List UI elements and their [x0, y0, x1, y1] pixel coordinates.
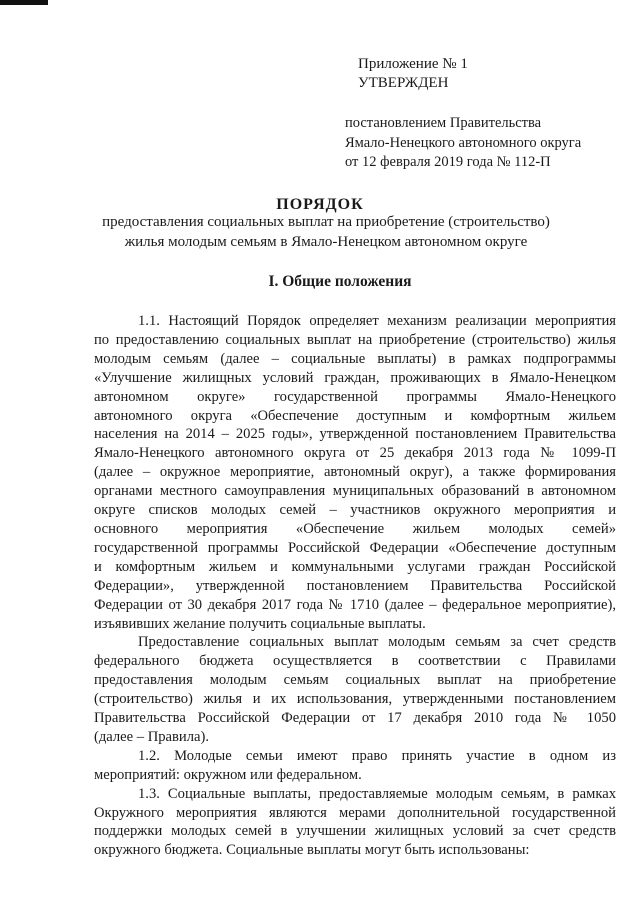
- text-line: 1.2. Молодые семьи имеют право принять участие в одном из: [138, 747, 616, 764]
- text-line: Федерации от 30 декабря 2017 года № 1710 (далее – федеральное мероприятие),: [94, 596, 616, 613]
- scan-corner-mark: [0, 0, 48, 5]
- text-line: (далее – Правила).: [94, 728, 210, 745]
- approval-line: Ямало-Ненецкого автономного округа: [345, 134, 582, 151]
- text-line: федерального бюджета осуществляется в соответствии с Правилами: [94, 653, 616, 670]
- text-line: округе списков молодых семей – участников окружного мероприятия и: [94, 502, 616, 519]
- text-line: молодым семьям (далее – социальные выплаты) в рамках подпрограммы: [94, 350, 616, 367]
- text-line: мероприятий: окружном или федеральном.: [94, 766, 362, 783]
- document-title: ПОРЯДОК: [276, 196, 364, 213]
- text-line: Ямало-Ненецкого автономного округа от 25 декабря 2013 года № 1099-П: [94, 445, 616, 462]
- subtitle-line: жилья молодым семьям в Ямало-Ненецком автономном округе: [124, 234, 528, 250]
- text-line: «Улучшение жилищных условий граждан, проживающих в Ямало-Ненецком: [94, 369, 616, 386]
- subtitle-line: предоставления социальных выплат на приобретение (строительство): [102, 214, 550, 230]
- approved-stamp-text: УТВЕРЖДЕН: [358, 75, 449, 91]
- document-subtitle: [6, 212, 640, 252]
- text-line: Окружного мероприятия являются мерами дополнительной государственной: [94, 804, 616, 821]
- text-line: населения на 2014 – 2025 годы», утвержденной постановлением Правительства: [94, 426, 616, 443]
- text-line: (далее – окружное мероприятие, автономный округ), а также формирования: [94, 464, 616, 481]
- text-line: органами местного самоуправления муниципальных образований в автономном: [94, 483, 616, 500]
- text-line: автономного округа «Обеспечение доступным и комфортным жильем: [94, 407, 616, 424]
- text-line: государственной программы Российской Федерации «Обеспечение доступным: [94, 539, 616, 556]
- text-line: по предоставлению социальных выплат на приобретение (строительство) жилья: [94, 331, 616, 348]
- text-line: основного мероприятия «Обеспечение жильем молодых семей»: [94, 520, 616, 537]
- approval-line: от 12 февраля 2019 года № 112-П: [345, 154, 551, 170]
- approval-line: постановлением Правительства: [345, 115, 542, 131]
- text-line: 1.3. Социальные выплаты, предоставляемые молодым семьям, в рамках: [138, 785, 616, 802]
- text-line: Правительства Российской Федерации от 17 декабря 2010 года № 1050: [94, 710, 616, 727]
- approval-block: [345, 114, 581, 173]
- text-line: предоставления молодым семьям социальных выплат на приобретение: [94, 672, 616, 689]
- body-text: [94, 312, 616, 860]
- text-line: поддержки молодых семей в улучшении жилищных условий за счет средств: [94, 823, 616, 840]
- text-line: окружного бюджета. Социальные выплаты могут быть использованы:: [94, 842, 530, 859]
- text-line: Федерации», утвержденной постановлением Правительства Российской: [94, 577, 616, 594]
- text-line: Предоставление социальных выплат молодым семьям за счет средств: [138, 634, 616, 651]
- appendix-number: Приложение № 1: [358, 56, 468, 72]
- text-line: изъявивших желание получить социальные выплаты.: [94, 615, 426, 632]
- text-line: (строительство) жилья и их использования, утвержденными постановлением: [94, 691, 616, 708]
- text-line: автономном округе» государственной программы Ямало-Ненецкого: [94, 388, 616, 405]
- section-heading: I. Общие положения: [268, 273, 412, 290]
- appendix-block: [358, 55, 468, 93]
- text-line: 1.1. Настоящий Порядок определяет механизм реализации мероприятия: [138, 313, 616, 329]
- text-line: и комфортным жильем и коммунальными услугами граждан Российской: [94, 558, 616, 575]
